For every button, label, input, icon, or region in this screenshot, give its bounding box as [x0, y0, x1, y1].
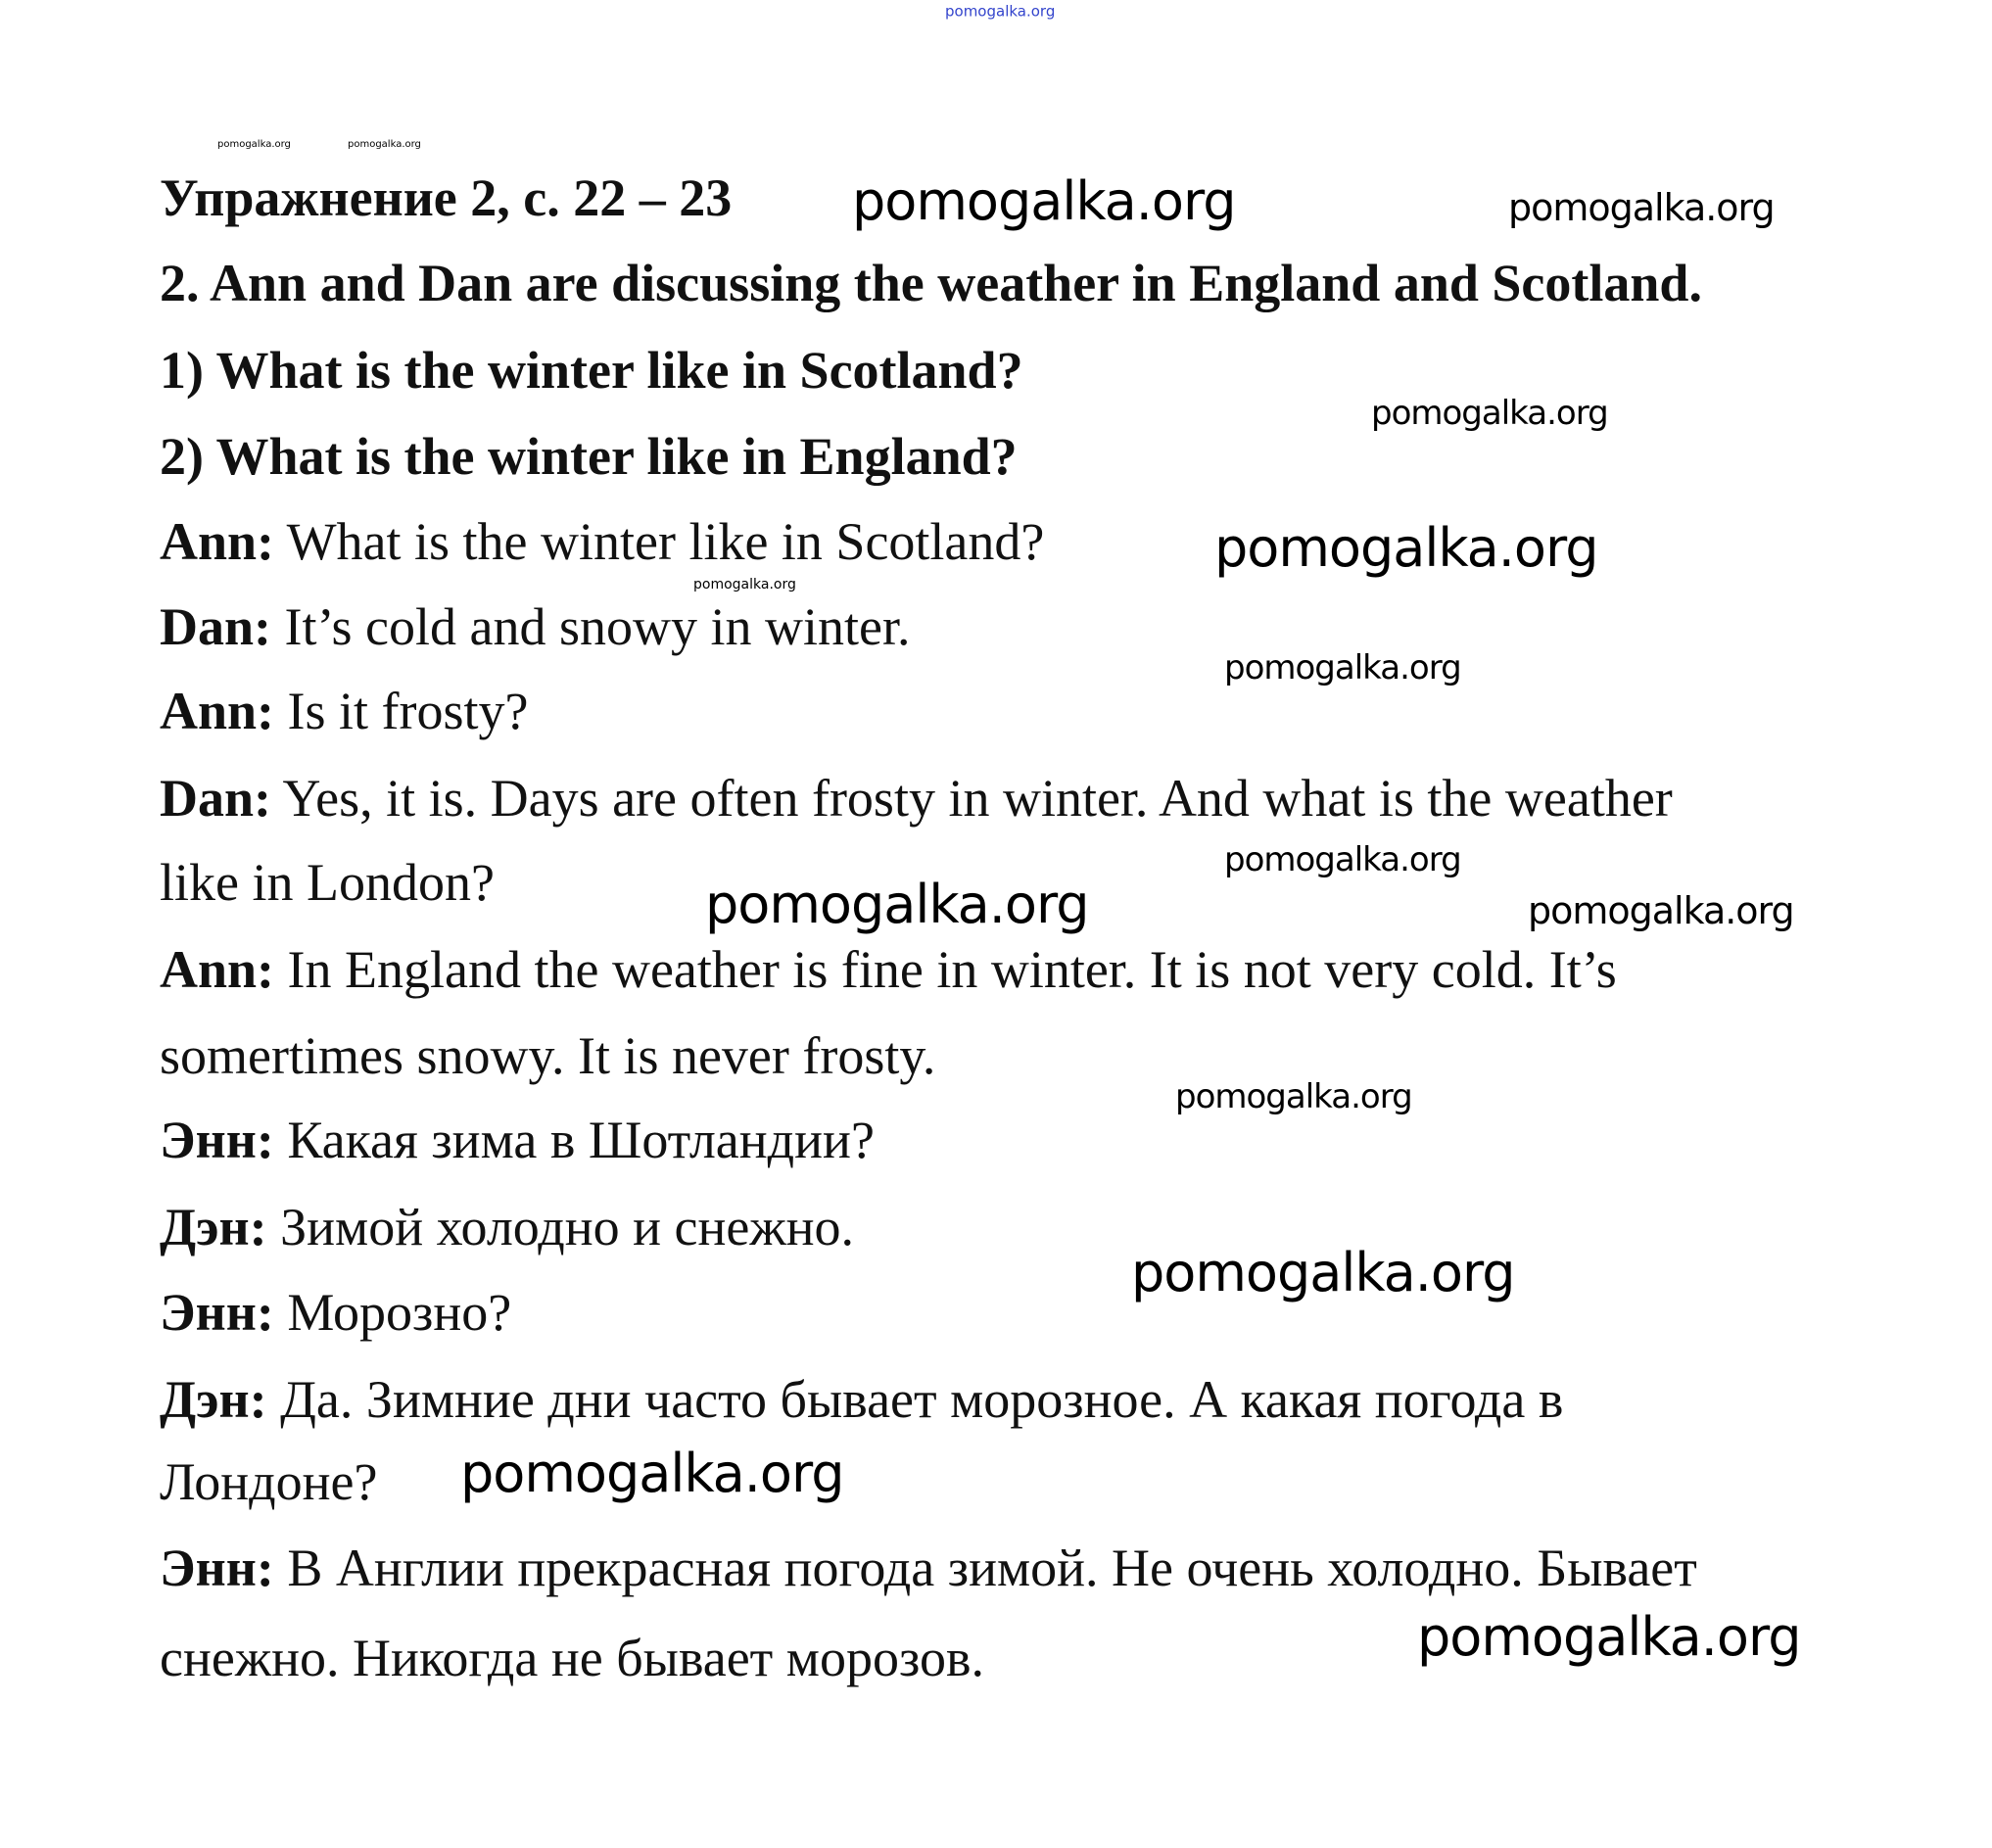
speaker: Дэн:: [160, 1370, 267, 1429]
speaker: Энн:: [160, 1539, 274, 1597]
watermark-top: pomogalka.org: [945, 2, 1056, 21]
speaker: Энн:: [160, 1111, 274, 1169]
dialogue-line: [160, 682, 529, 740]
speaker: Dan:: [160, 769, 272, 828]
speaker: Ann:: [160, 512, 275, 571]
question-2: [160, 427, 1018, 486]
speaker: Ann:: [160, 682, 275, 740]
line-text: Морозно?: [273, 1283, 512, 1342]
watermark: pomogalka.org: [1131, 1242, 1515, 1303]
line-text: Зимой холодно и снежно.: [266, 1198, 855, 1256]
instruction-text: 2. Ann and Dan are discussing the weather in England and Scotland.: [160, 254, 1702, 312]
dialogue-line: [160, 512, 1045, 571]
dialogue-line: [160, 769, 1673, 828]
line-text: Да. Зимние дни часто бывает морозное. А какая погода в: [266, 1370, 1564, 1429]
line-text: In England the weather is fine in winter. It is not very cold. It’s: [274, 940, 1617, 999]
speaker: Дэн:: [160, 1198, 267, 1256]
watermark: pomogalka.org: [1224, 648, 1461, 687]
dialogue-line: [160, 1198, 855, 1256]
dialogue-line: [160, 1283, 512, 1342]
line-text: Is it frosty?: [274, 682, 529, 740]
dialogue-line-cont: снежно. Никогда не бывает морозов.: [160, 1629, 984, 1687]
dialogue-line: [160, 940, 1617, 999]
question-1: [160, 341, 1023, 400]
watermark: pomogalka.org: [1417, 1606, 1801, 1668]
watermark: pomogalka.org: [1214, 517, 1598, 579]
watermark: pomogalka.org: [693, 577, 796, 592]
watermark: pomogalka.org: [1175, 1077, 1412, 1116]
watermark: pomogalka.org: [217, 139, 291, 150]
line-text: Какая зима в Шотландии?: [273, 1111, 875, 1169]
dialogue-line-cont: Лондоне?: [160, 1452, 378, 1511]
watermark: pomogalka.org: [1371, 394, 1608, 433]
speaker: Dan:: [160, 597, 272, 656]
watermark: pomogalka.org: [1508, 186, 1775, 229]
dialogue-line: [160, 1111, 875, 1169]
line-text: В Англии прекрасная погода зимой. Не очень холодно. Бывает: [273, 1539, 1697, 1597]
watermark: pomogalka.org: [705, 874, 1089, 935]
question-text: 2) What is the winter like in England?: [160, 427, 1018, 486]
exercise-title: [160, 168, 733, 227]
watermark: pomogalka.org: [460, 1443, 844, 1504]
instruction: [160, 254, 1702, 312]
title-text: Упражнение 2, с. 22 – 23: [160, 168, 733, 227]
watermark: pomogalka.org: [348, 139, 421, 150]
dialogue-line: [160, 1370, 1564, 1429]
dialogue-line: [160, 1539, 1697, 1597]
line-text: Yes, it is. Days are often frosty in winter. And what is the weather: [271, 769, 1673, 828]
line-text: It’s cold and snowy in winter.: [271, 597, 911, 656]
line-text: What is the winter like in Scotland?: [274, 512, 1045, 571]
watermark: pomogalka.org: [852, 170, 1236, 232]
speaker: Ann:: [160, 940, 275, 999]
question-text: 1) What is the winter like in Scotland?: [160, 341, 1023, 400]
dialogue-line: [160, 597, 911, 656]
dialogue-line-cont: somertimes snowy. It is never frosty.: [160, 1026, 936, 1085]
watermark: pomogalka.org: [1224, 840, 1461, 879]
watermark: pomogalka.org: [1528, 889, 1794, 932]
dialogue-line-cont: like in London?: [160, 853, 495, 912]
speaker: Энн:: [160, 1283, 274, 1342]
